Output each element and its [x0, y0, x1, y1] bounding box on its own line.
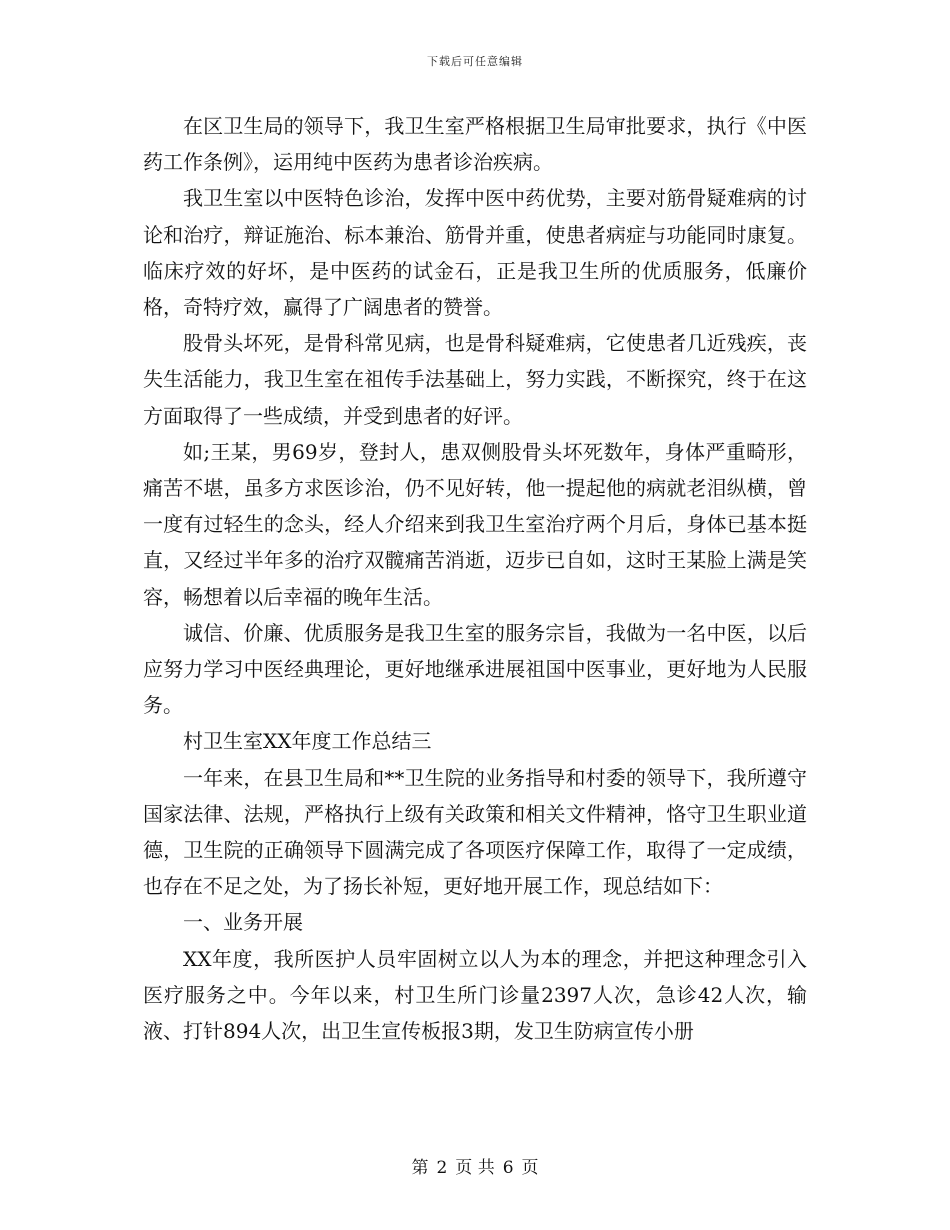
footer-suffix: 页: [521, 1158, 539, 1178]
page-header: 下载后可任意编辑: [427, 55, 523, 68]
paragraph: 股骨头坏死，是骨科常见病，也是骨科疑难病，它使患者几近残疾，丧失生活能力，我卫生室在祖传手法基础上，努力实践，不断探究，终于在这方面取得了一些成绩，并受到患者的好评。: [143, 331, 807, 428]
paragraph: 在区卫生局的领导下，我卫生室严格根据卫生局审批要求，执行《中医药工作条例》，运用纯中医药为患者诊治疾病。: [143, 114, 807, 175]
paragraph: 如;王某，男69岁，登封人，患双侧股骨头坏死数年，身体严重畸形，痛苦不堪，虽多方求医诊治，仍不见好转，他一提起他的病就老泪纵横，曾一度有过轻生的念头，经人介绍来到我卫生室治疗两个月后，身体已基本挺直，又经过半年多的治疗双髋痛苦消逝，迈步已自如，这时王某脸上满是笑容，畅想着以后幸福的晚年生活。: [143, 439, 807, 609]
page-footer: [0, 1153, 950, 1178]
current-page-number: 2: [436, 1158, 448, 1178]
section-title: 村卫生室XX年度工作总结三: [183, 729, 432, 754]
subsection-title: 一、业务开展: [183, 910, 303, 935]
paragraph: 我卫生室以中医特色诊治，发挥中医中药优势，主要对筋骨疑难病的讨论和治疗，辩证施治、标本兼治、筋骨并重，使患者病症与功能同时康复。临床疗效的好坏，是中医药的试金石，正是我卫生所的优质服务，低廉价格，奇特疗效，赢得了广阔患者的赞誉。: [143, 186, 807, 320]
total-page-number: 6: [502, 1158, 514, 1178]
paragraph: XX年度，我所医护人员牢固树立以人为本的理念，并把这种理念引入医疗服务之中。今年以来，村卫生所门诊量2397人次，急诊42人次，输液、打针894人次，出卫生宣传板报3期，发卫生防病宣传小册: [143, 946, 807, 1044]
footer-prefix: 第: [411, 1158, 429, 1178]
document-body: [143, 108, 807, 1049]
paragraph: 诚信、价廉、优质服务是我卫生室的服务宗旨，我做为一名中医，以后应努力学习中医经典理论，更好地继承进展祖国中医事业，更好地为人民服务。: [143, 620, 807, 718]
footer-middle: 页 共: [455, 1158, 495, 1178]
paragraph: 一年来，在县卫生局和**卫生院的业务指导和村委的领导下，我所遵守国家法律、法规，严格执行上级有关政策和相关文件精神，恪守卫生职业道德，卫生院的正确领导下圆满完成了各项医疗保障工作，取得了一定成绩，也存在不足之处，为了扬长补短，更好地开展工作，现总结如下：: [143, 765, 807, 899]
